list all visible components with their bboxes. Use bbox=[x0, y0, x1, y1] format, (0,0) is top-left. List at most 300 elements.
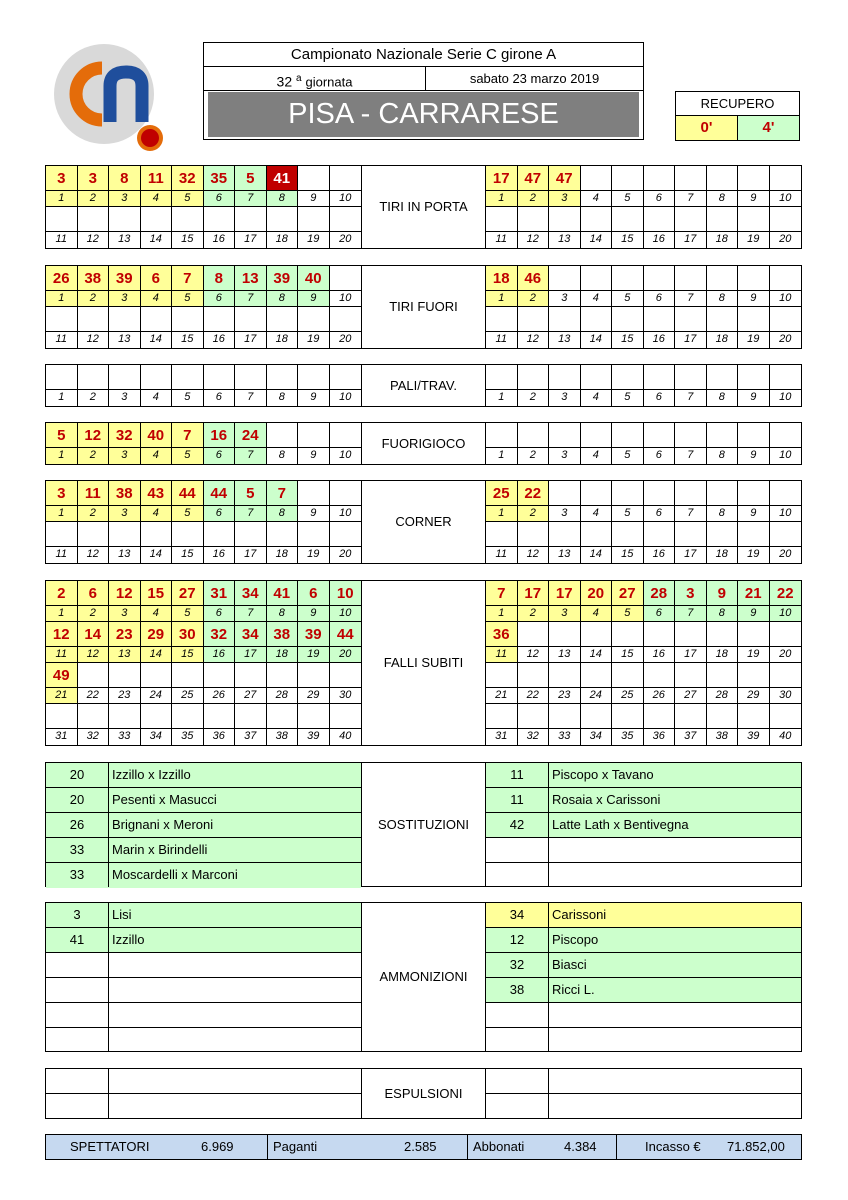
event-index: 4 bbox=[581, 448, 613, 464]
item-minute: 11 bbox=[486, 788, 549, 812]
event-index: 10 bbox=[770, 291, 802, 307]
falli-subiti-section bbox=[45, 580, 802, 746]
event-minute bbox=[612, 423, 644, 448]
match-title: PISA - CARRARESE bbox=[208, 92, 639, 137]
event-minute bbox=[707, 522, 739, 547]
event-minute: 5 bbox=[235, 481, 267, 506]
tiri-in-porta-left-grid bbox=[46, 166, 361, 248]
event-minute bbox=[770, 365, 802, 390]
event-minute: 6 bbox=[141, 266, 173, 291]
item-text: Ricci L. bbox=[552, 982, 595, 997]
event-index: 9 bbox=[298, 448, 330, 464]
paganti-label: Paganti bbox=[273, 1139, 318, 1154]
event-minute bbox=[46, 207, 78, 232]
event-minute bbox=[330, 365, 362, 390]
event-minute: 38 bbox=[267, 622, 299, 647]
event-minute bbox=[644, 704, 676, 729]
event-index: 37 bbox=[235, 729, 267, 745]
event-index: 6 bbox=[204, 506, 236, 522]
event-index: 8 bbox=[707, 606, 739, 622]
event-index: 10 bbox=[330, 291, 362, 307]
event-minute bbox=[204, 663, 236, 688]
event-index: 28 bbox=[267, 688, 299, 704]
event-minute bbox=[141, 522, 173, 547]
item-minute bbox=[486, 1028, 549, 1052]
event-index: 18 bbox=[267, 647, 299, 663]
event-minute bbox=[707, 307, 739, 332]
list-item bbox=[486, 788, 801, 813]
event-minute bbox=[675, 423, 707, 448]
event-minute bbox=[518, 704, 550, 729]
event-minute bbox=[109, 365, 141, 390]
event-minute: 7 bbox=[172, 266, 204, 291]
event-index: 19 bbox=[738, 332, 770, 348]
event-index: 11 bbox=[46, 232, 78, 248]
item-text bbox=[549, 1028, 801, 1052]
event-minute: 9 bbox=[707, 581, 739, 606]
event-index: 20 bbox=[339, 233, 352, 245]
event-index: 21 bbox=[486, 688, 518, 704]
event-minute: 11 bbox=[141, 166, 173, 191]
event-minute bbox=[644, 423, 676, 448]
event-index: 14 bbox=[581, 232, 613, 248]
event-minute bbox=[235, 663, 267, 688]
event-index: 5 bbox=[172, 606, 204, 622]
event-index: 6 bbox=[644, 191, 676, 207]
event-minute bbox=[330, 307, 362, 332]
match-date: sabato 23 marzo 2019 bbox=[469, 71, 600, 86]
item-minute bbox=[486, 838, 549, 862]
item-text bbox=[549, 838, 801, 862]
event-index: 5 bbox=[612, 191, 644, 207]
event-index: 15 bbox=[612, 232, 644, 248]
event-index: 7 bbox=[675, 506, 707, 522]
event-minute bbox=[172, 704, 204, 729]
event-index: 19 bbox=[298, 232, 330, 248]
event-index: 30 bbox=[770, 688, 802, 704]
event-minute bbox=[707, 622, 739, 647]
event-minute bbox=[549, 423, 581, 448]
event-index: 19 bbox=[298, 547, 330, 563]
event-index: 4 bbox=[141, 291, 173, 307]
event-index: 13 bbox=[549, 232, 581, 248]
event-minute: 12 bbox=[109, 581, 141, 606]
event-index: 17 bbox=[235, 647, 267, 663]
event-index: 1 bbox=[486, 291, 518, 307]
event-index: 14 bbox=[581, 547, 613, 563]
item-minute: 38 bbox=[486, 978, 549, 1002]
event-minute bbox=[612, 207, 644, 232]
item-minute: 12 bbox=[486, 928, 549, 952]
event-minute bbox=[675, 365, 707, 390]
event-minute bbox=[204, 307, 236, 332]
event-minute bbox=[549, 481, 581, 506]
tiri-in-porta-section bbox=[45, 165, 802, 249]
event-minute bbox=[298, 166, 330, 191]
event-index: 2 bbox=[78, 606, 110, 622]
item-minute: 3 bbox=[46, 903, 109, 927]
event-index: 14 bbox=[141, 232, 173, 248]
item-minute: 32 bbox=[486, 953, 549, 977]
event-minute: 34 bbox=[235, 581, 267, 606]
event-minute: 46 bbox=[518, 266, 550, 291]
event-minute: 17 bbox=[486, 166, 518, 191]
event-minute: 13 bbox=[235, 266, 267, 291]
event-minute bbox=[770, 307, 802, 332]
item-minute: 20 bbox=[46, 788, 109, 812]
event-index: 7 bbox=[675, 606, 707, 622]
event-index: 12 bbox=[518, 332, 550, 348]
fuorigioco-section bbox=[45, 422, 802, 465]
item-minute bbox=[46, 1028, 109, 1052]
event-minute: 29 bbox=[141, 622, 173, 647]
event-minute: 44 bbox=[204, 481, 236, 506]
event-minute: 12 bbox=[78, 423, 110, 448]
corner-section bbox=[45, 480, 802, 564]
item-text: Carissoni bbox=[552, 907, 607, 922]
event-index: 2 bbox=[78, 506, 110, 522]
event-index: 10 bbox=[770, 606, 802, 622]
event-minute bbox=[738, 622, 770, 647]
tiri-fuori-left-grid bbox=[46, 266, 361, 348]
round-number: 32 bbox=[276, 73, 293, 90]
espulsioni-section bbox=[45, 1068, 802, 1119]
event-minute: 16 bbox=[204, 423, 236, 448]
event-index: 3 bbox=[549, 506, 581, 522]
event-index: 3 bbox=[549, 390, 581, 406]
recupero-first-half: 0' bbox=[676, 116, 738, 140]
item-text: Piscopo x Tavano bbox=[552, 767, 654, 782]
event-index: 7 bbox=[235, 606, 267, 622]
event-index: 5 bbox=[612, 506, 644, 522]
list-item bbox=[46, 788, 361, 813]
event-index: 5 bbox=[172, 291, 204, 307]
event-index: 20 bbox=[779, 333, 792, 345]
event-minute bbox=[518, 663, 550, 688]
event-index: 5 bbox=[172, 191, 204, 207]
event-minute bbox=[707, 166, 739, 191]
item-text: Pesenti x Masucci bbox=[112, 792, 217, 807]
event-index: 12 bbox=[78, 232, 110, 248]
item-text bbox=[109, 1028, 361, 1052]
event-minute: 20 bbox=[581, 581, 613, 606]
recupero-second-half: 4' bbox=[738, 116, 799, 140]
event-minute bbox=[644, 266, 676, 291]
event-index: 4 bbox=[581, 506, 613, 522]
event-minute bbox=[518, 365, 550, 390]
event-minute bbox=[204, 704, 236, 729]
event-minute bbox=[267, 522, 299, 547]
event-index: 17 bbox=[675, 647, 707, 663]
event-minute: 11 bbox=[78, 481, 110, 506]
event-minute bbox=[267, 307, 299, 332]
event-minute bbox=[644, 481, 676, 506]
event-index: 7 bbox=[235, 506, 267, 522]
event-index: 14 bbox=[141, 332, 173, 348]
event-minute bbox=[612, 522, 644, 547]
event-minute bbox=[675, 166, 707, 191]
event-minute bbox=[486, 365, 518, 390]
event-minute: 21 bbox=[738, 581, 770, 606]
event-minute bbox=[298, 307, 330, 332]
event-minute bbox=[770, 481, 802, 506]
event-minute bbox=[486, 663, 518, 688]
event-minute bbox=[612, 663, 644, 688]
event-index: 19 bbox=[298, 647, 330, 663]
incasso-label: Incasso € bbox=[645, 1139, 701, 1154]
event-minute: 8 bbox=[204, 266, 236, 291]
event-index: 11 bbox=[486, 547, 518, 563]
event-index: 1 bbox=[486, 390, 518, 406]
event-minute bbox=[738, 166, 770, 191]
abbonati-label: Abbonati bbox=[473, 1139, 525, 1154]
event-minute bbox=[770, 207, 802, 232]
event-index: 6 bbox=[204, 390, 236, 406]
ammonizioni-label: AMMONIZIONI bbox=[361, 903, 486, 1051]
event-minute: 47 bbox=[518, 166, 550, 191]
event-minute bbox=[204, 522, 236, 547]
event-index: 1 bbox=[486, 191, 518, 207]
event-index: 17 bbox=[235, 232, 267, 248]
event-index: 4 bbox=[141, 506, 173, 522]
event-index: 2 bbox=[78, 191, 110, 207]
event-index: 13 bbox=[549, 547, 581, 563]
match-header bbox=[203, 42, 644, 140]
event-index: 40 bbox=[339, 730, 352, 742]
item-text: Brignani x Meroni bbox=[112, 817, 214, 832]
event-index: 39 bbox=[738, 729, 770, 745]
event-minute: 38 bbox=[109, 481, 141, 506]
event-index: 17 bbox=[675, 232, 707, 248]
event-minute bbox=[267, 423, 299, 448]
event-minute bbox=[581, 307, 613, 332]
event-index: 16 bbox=[644, 332, 676, 348]
pali-trav-section bbox=[45, 364, 802, 407]
event-index: 3 bbox=[549, 291, 581, 307]
item-minute bbox=[46, 978, 109, 1002]
event-index: 15 bbox=[172, 332, 204, 348]
event-minute: 27 bbox=[172, 581, 204, 606]
event-minute bbox=[707, 207, 739, 232]
list-item bbox=[486, 978, 801, 1003]
event-index: 1 bbox=[486, 448, 518, 464]
event-index: 12 bbox=[518, 547, 550, 563]
event-index: 28 bbox=[707, 688, 739, 704]
event-minute bbox=[46, 704, 78, 729]
event-index: 6 bbox=[204, 291, 236, 307]
event-index: 4 bbox=[581, 390, 613, 406]
event-minute: 6 bbox=[298, 581, 330, 606]
event-minute bbox=[707, 663, 739, 688]
event-minute bbox=[298, 365, 330, 390]
event-minute: 7 bbox=[267, 481, 299, 506]
event-minute bbox=[770, 704, 802, 729]
event-index: 10 bbox=[339, 449, 352, 461]
event-index: 22 bbox=[518, 688, 550, 704]
event-minute bbox=[612, 266, 644, 291]
event-index: 15 bbox=[612, 647, 644, 663]
event-minute bbox=[738, 365, 770, 390]
event-index: 26 bbox=[204, 688, 236, 704]
event-minute bbox=[204, 365, 236, 390]
event-index: 27 bbox=[235, 688, 267, 704]
event-minute bbox=[644, 522, 676, 547]
event-index: 7 bbox=[675, 291, 707, 307]
event-minute bbox=[330, 481, 362, 506]
recupero-box bbox=[675, 91, 800, 141]
event-minute bbox=[675, 481, 707, 506]
round-info bbox=[204, 67, 426, 90]
event-index: 7 bbox=[675, 390, 707, 406]
event-index: 22 bbox=[78, 688, 110, 704]
event-index: 12 bbox=[78, 332, 110, 348]
event-minute bbox=[675, 266, 707, 291]
list-item bbox=[486, 953, 801, 978]
event-index: 5 bbox=[612, 606, 644, 622]
event-minute: 26 bbox=[46, 266, 78, 291]
fuorigioco-right-grid bbox=[486, 423, 801, 464]
event-index: 1 bbox=[46, 606, 78, 622]
event-minute: 23 bbox=[109, 622, 141, 647]
event-minute bbox=[549, 307, 581, 332]
event-minute bbox=[298, 704, 330, 729]
event-index: 6 bbox=[204, 191, 236, 207]
event-minute bbox=[738, 266, 770, 291]
event-minute: 34 bbox=[235, 622, 267, 647]
event-index: 6 bbox=[644, 291, 676, 307]
item-minute: 34 bbox=[486, 903, 549, 927]
event-index: 3 bbox=[109, 448, 141, 464]
event-index: 40 bbox=[779, 730, 792, 742]
fuorigioco-label: FUORIGIOCO bbox=[361, 423, 486, 464]
event-index: 3 bbox=[549, 191, 581, 207]
event-minute: 18 bbox=[486, 266, 518, 291]
event-minute bbox=[738, 522, 770, 547]
event-index: 19 bbox=[738, 547, 770, 563]
event-index: 9 bbox=[738, 606, 770, 622]
event-minute bbox=[644, 663, 676, 688]
event-index: 13 bbox=[549, 647, 581, 663]
event-minute bbox=[46, 307, 78, 332]
event-index: 1 bbox=[46, 506, 78, 522]
event-index: 18 bbox=[707, 232, 739, 248]
event-minute bbox=[581, 704, 613, 729]
event-index: 24 bbox=[141, 688, 173, 704]
event-index: 3 bbox=[109, 191, 141, 207]
event-index: 20 bbox=[330, 647, 362, 663]
event-index: 6 bbox=[644, 390, 676, 406]
event-minute: 3 bbox=[78, 166, 110, 191]
event-minute bbox=[644, 207, 676, 232]
event-index: 3 bbox=[109, 506, 141, 522]
event-minute bbox=[738, 704, 770, 729]
event-index: 11 bbox=[486, 647, 518, 663]
event-minute bbox=[141, 365, 173, 390]
event-minute bbox=[141, 663, 173, 688]
event-index: 16 bbox=[204, 332, 236, 348]
event-index: 7 bbox=[675, 191, 707, 207]
item-minute bbox=[486, 1003, 549, 1027]
event-index: 20 bbox=[779, 233, 792, 245]
event-index: 10 bbox=[779, 449, 792, 461]
event-minute bbox=[738, 207, 770, 232]
event-minute bbox=[549, 663, 581, 688]
list-item bbox=[486, 1028, 801, 1053]
event-minute: 22 bbox=[518, 481, 550, 506]
event-index: 15 bbox=[172, 647, 204, 663]
event-index: 11 bbox=[46, 547, 78, 563]
event-index: 21 bbox=[46, 688, 78, 704]
event-minute bbox=[770, 423, 802, 448]
event-minute bbox=[141, 207, 173, 232]
event-minute bbox=[235, 365, 267, 390]
event-index: 13 bbox=[109, 647, 141, 663]
event-index: 6 bbox=[204, 606, 236, 622]
event-index: 17 bbox=[235, 332, 267, 348]
event-minute bbox=[298, 423, 330, 448]
event-index: 13 bbox=[549, 332, 581, 348]
event-minute bbox=[738, 663, 770, 688]
event-index: 38 bbox=[267, 729, 299, 745]
event-minute bbox=[644, 622, 676, 647]
event-index: 4 bbox=[581, 606, 613, 622]
list-item bbox=[46, 813, 361, 838]
item-minute: 11 bbox=[486, 763, 549, 787]
event-index: 29 bbox=[298, 688, 330, 704]
event-index: 20 bbox=[779, 548, 792, 560]
event-minute bbox=[109, 307, 141, 332]
item-minute bbox=[46, 1003, 109, 1027]
event-index: 18 bbox=[707, 547, 739, 563]
event-minute: 28 bbox=[644, 581, 676, 606]
event-index: 11 bbox=[486, 332, 518, 348]
event-index: 35 bbox=[172, 729, 204, 745]
event-minute bbox=[644, 307, 676, 332]
tiri-fuori-label: TIRI FUORI bbox=[361, 266, 486, 348]
event-minute bbox=[330, 522, 362, 547]
event-index: 4 bbox=[581, 291, 613, 307]
falli-subiti-right-grid bbox=[486, 581, 801, 745]
event-minute: 7 bbox=[486, 581, 518, 606]
event-minute: 6 bbox=[78, 581, 110, 606]
paganti-value: 2.585 bbox=[404, 1139, 437, 1154]
item-text: Piscopo bbox=[552, 932, 599, 947]
event-index: 19 bbox=[738, 647, 770, 663]
event-minute: 17 bbox=[518, 581, 550, 606]
event-index: 1 bbox=[486, 506, 518, 522]
event-index: 18 bbox=[707, 647, 739, 663]
event-minute bbox=[172, 307, 204, 332]
event-index: 1 bbox=[46, 191, 78, 207]
event-index: 13 bbox=[109, 332, 141, 348]
event-index: 33 bbox=[549, 729, 581, 745]
event-minute: 31 bbox=[204, 581, 236, 606]
event-minute: 25 bbox=[486, 481, 518, 506]
event-index: 9 bbox=[738, 506, 770, 522]
event-index: 5 bbox=[612, 448, 644, 464]
event-index: 8 bbox=[267, 606, 299, 622]
event-minute: 12 bbox=[46, 622, 78, 647]
event-minute: 35 bbox=[204, 166, 236, 191]
event-minute bbox=[267, 663, 299, 688]
item-text: Lisi bbox=[112, 907, 132, 922]
item-minute: 33 bbox=[46, 838, 109, 862]
event-minute bbox=[581, 522, 613, 547]
event-minute bbox=[738, 307, 770, 332]
event-index: 33 bbox=[109, 729, 141, 745]
event-minute: 2 bbox=[46, 581, 78, 606]
tiri-in-porta-right-grid bbox=[486, 166, 801, 248]
